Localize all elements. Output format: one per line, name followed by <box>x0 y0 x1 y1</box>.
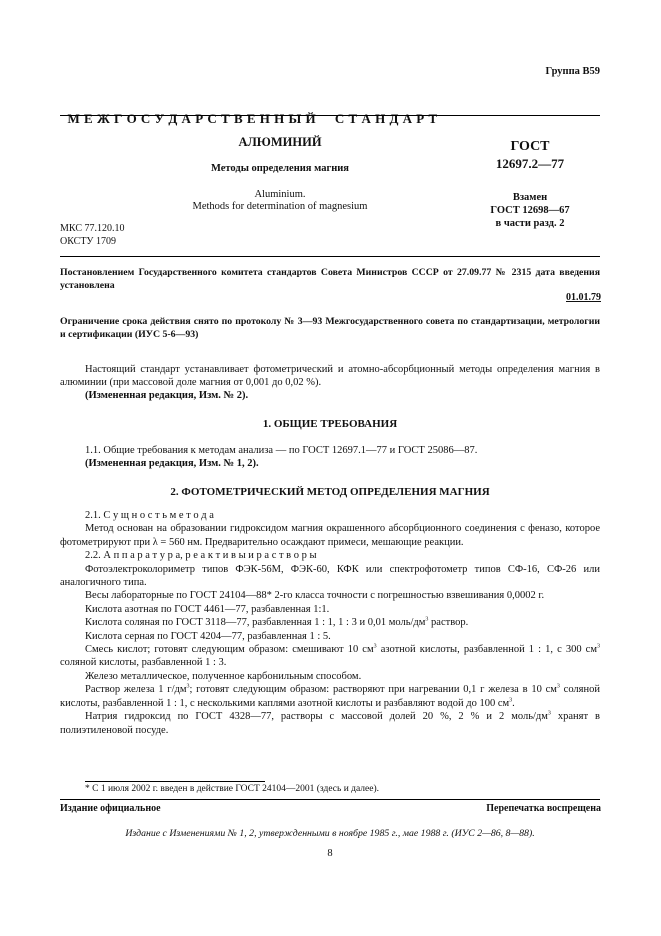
superscript: 3 <box>597 643 600 650</box>
page-number: 8 <box>327 848 333 859</box>
item-iron-solution <box>60 683 600 710</box>
clause-2-1-title: 2.1. С у щ н о с т ь м е т о д а <box>85 510 214 521</box>
okstu-code: ОКСТУ 1709 <box>60 236 117 247</box>
text-part: соляной кислоты, разбавленной 1 : 1, с несколькими каплями азотной кислоты и разбавляют водой до 100 см <box>60 684 600 709</box>
reprint-prohibited-label: Перепечатка воспрещена <box>486 803 601 814</box>
item-iron: Железо металлическое, полученное карбонильным способом. <box>85 670 362 682</box>
section-2-body <box>60 509 600 737</box>
title-english: Aluminium. <box>254 189 306 200</box>
mks-code: МКС 77.120.10 <box>60 223 125 234</box>
text-part: Раствор железа 1 г/дм <box>85 684 187 696</box>
text-part: соляной кислоты, разбавленной 1 : 3. <box>60 657 227 669</box>
official-edition-label: Издание официальное <box>60 803 161 814</box>
decree-text: Постановлением Государственного комитета стандартов Совета Министров СССР от 27.09.77 № 2315 дата введения установлена <box>60 267 600 291</box>
text-part: азотной кислоты, разбавленной 1 : 1, с 300 см <box>376 644 597 656</box>
text-part: ; готовят следующим образом: растворяют при нагревании 0,1 г железа в 10 см <box>189 684 557 696</box>
text-part: хранят в полиэтиленовой посуде. <box>60 711 600 736</box>
superscript: 3 <box>373 643 377 650</box>
item-hydrochloric-acid <box>60 616 600 629</box>
group-label: Группа В59 <box>545 66 600 77</box>
standard-type-title <box>60 95 600 127</box>
restriction-note: Ограничение срока действия снято по протоколу № 3—93 Межгосударственного совета по стандартизации, метрологии и сертификации (ИУС 5-6—93) <box>60 316 600 340</box>
footnote-rule <box>85 781 265 782</box>
title-rule <box>60 256 600 257</box>
gost-number: 12697.2—77 <box>495 156 565 171</box>
standard-type-text: М Е Ж Г О С У Д А Р С Т В Е Н Н Ы Й С Т А Н Д А Р Т <box>67 111 438 126</box>
item-photometer: Фотоэлектроколориметр типов ФЭК-56М, ФЭК-60, КФК или спектрофотометр типов СФ-16, СФ-26 или аналогичного типа. <box>60 563 600 589</box>
subtitle-english: Methods for determination of magnesium <box>192 201 368 212</box>
footnote: * С 1 июля 2002 г. введен в действие ГОСТ 24104—2001 (здесь и далее). <box>85 784 380 794</box>
intro-paragraph: Настоящий стандарт устанавливает фотометрический и атомно-абсорбционный методы определения магния в алюминии (при массовой доле магния от 0,001 до 0,02 %). <box>60 364 600 389</box>
text-part: . <box>512 697 515 709</box>
item-sodium-hydroxide <box>60 710 600 737</box>
replaces-gost: ГОСТ 12698—67 <box>490 205 570 216</box>
document-title: АЛЮМИНИЙ <box>238 135 322 149</box>
clause-2-2-title: 2.2. А п п а р а т у р а, р е а к т и в ы и р а с т в о р ы <box>85 550 317 562</box>
gost-label: ГОСТ <box>510 139 550 154</box>
item-acid-mixture <box>60 643 600 670</box>
section-1-heading: 1. ОБЩИЕ ТРЕБОВАНИЯ <box>262 418 398 430</box>
effective-date: 01.01.79 <box>566 292 601 303</box>
top-rule <box>60 115 600 116</box>
clause-2-1-text: Метод основан на образовании гидроксидом магния окрашенного абсорбционного соединения с феназо, которое фотометрируют при λ = 560 нм. Предварительно осаждают примеси, мешающие реакции. <box>60 523 600 548</box>
superscript: 3 <box>425 616 429 623</box>
edition-note: Издание с Изменениями № 1, 2, утвержденными в ноябре 1985 г., мае 1988 г. (ИУС 2—86, 8—88). <box>125 828 535 839</box>
text-part: раствор. <box>428 617 469 629</box>
superscript: 3 <box>556 683 560 690</box>
replaces-label: Взамен <box>512 192 548 203</box>
section-1-paragraph: 1.1. Общие требования к методам анализа — по ГОСТ 12697.1—77 и ГОСТ 25086—87. <box>85 445 478 456</box>
text-part: Кислота соляная по ГОСТ 3118—77, разбавленная 1 : 1, 1 : 3 и 0,01 моль/дм <box>85 617 426 629</box>
superscript: 3 <box>186 683 190 690</box>
item-scales: Весы лабораторные по ГОСТ 24104—88* 2-го класса точности с погрешностью взвешивания 0,0002 г. <box>85 590 545 602</box>
item-nitric-acid: Кислота азотная по ГОСТ 4461—77, разбавленная 1:1. <box>85 603 330 615</box>
item-sulfuric-acid: Кислота серная по ГОСТ 4204—77, разбавленная 1 : 5. <box>85 630 331 642</box>
text-part: Смесь кислот; готовят следующим образом: смешивают 10 см <box>85 644 374 656</box>
section-2-heading: 2. ФОТОМЕТРИЧЕСКИЙ МЕТОД ОПРЕДЕЛЕНИЯ МАГНИЯ <box>170 486 490 498</box>
section-1-revision: (Измененная редакция, Изм. № 1, 2). <box>85 458 259 469</box>
replaces-part: в части разд. 2 <box>495 218 565 229</box>
superscript: 3 <box>509 697 513 704</box>
text-part: Натрия гидроксид по ГОСТ 4328—77, растворы с массовой долей 20 %, 2 % и 2 моль/дм <box>85 711 548 723</box>
document-subtitle: Методы определения магния <box>210 163 349 174</box>
intro-revision: (Измененная редакция, Изм. № 2). <box>85 390 249 401</box>
footer-rule <box>60 799 600 800</box>
superscript: 3 <box>547 710 551 717</box>
